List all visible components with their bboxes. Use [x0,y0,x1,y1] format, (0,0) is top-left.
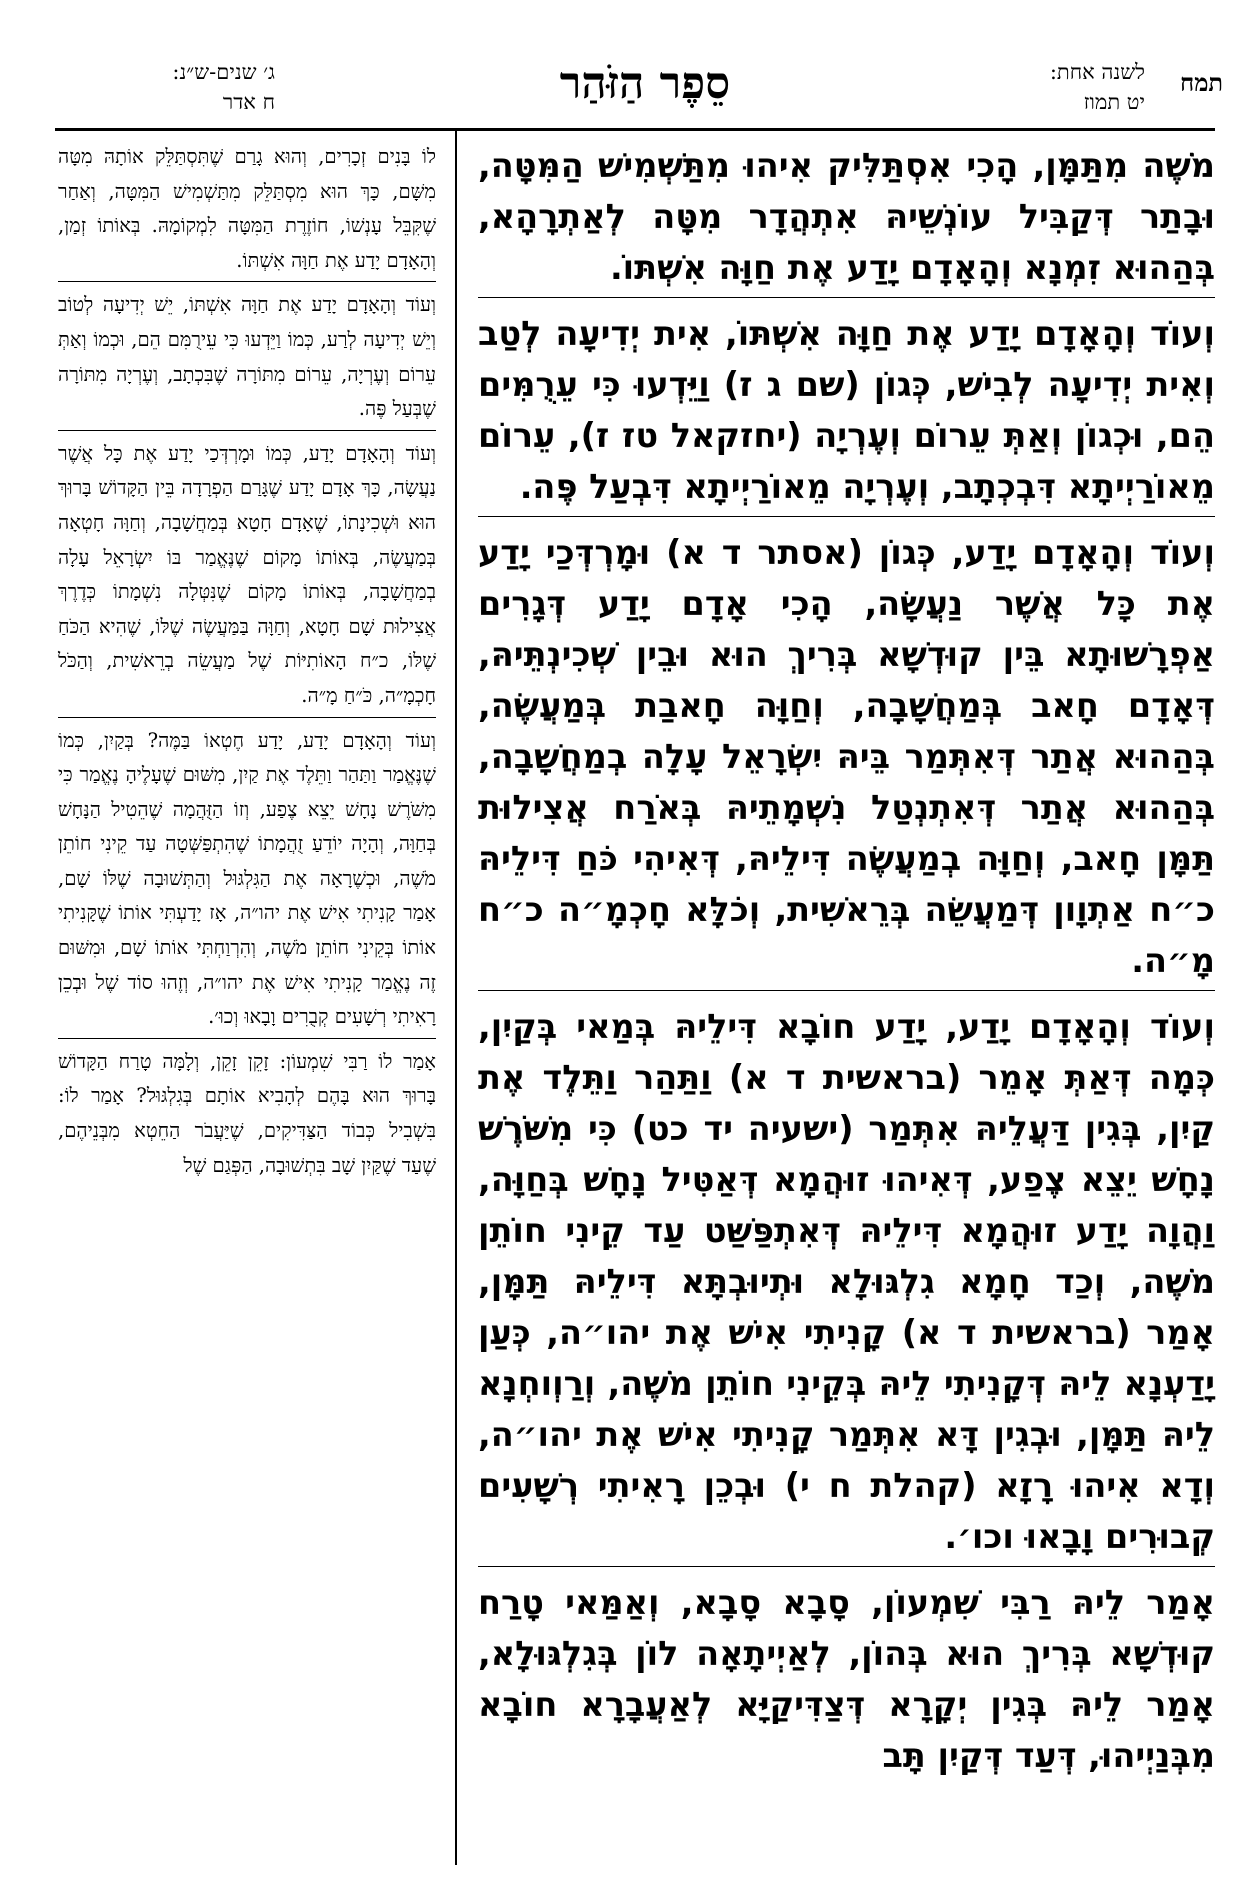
column-divider [455,130,457,1865]
translation-paragraph: אָמַר לוֹ רַבִּי שִׁמְעוֹן: זָקֵן זָקֵן, וְלָמָּה טָרַח הַקָּדוֹשׁ בָּרוּךְ הוּא בָּהֶם לְהָבִיא אוֹתָם בְּגִלְגּוּל? אָמַר לוֹ: בִּשְׁבִיל כְּבוֹד הַצַּדִּיקִים, שֶׁיַּעֲבֹר הַחֵטְא מִבְּנֵיהֶם, שֶׁעַד שֶׁקַּיִן שָׁב בִּתְשׁוּבָה, הַפְּגַם שֶׁל [58,1049,436,1177]
translation-paragraph: וְעוֹד וְהָאָדָם יָדַע, כְּמוֹ וּמָרְדְּכַי יָדַע אֶת כָּל אֲשֶׁר נַעֲשָׂה, כָּךְ אָדָם יָדַע שֶׁגָּרַם הַפְרָדָה בֵּין הַקָּדוֹשׁ בָּרוּךְ הוּא וּשְׁכִינָתוֹ, שֶׁאָדָם חָטָא בְּמַחֲשָׁבָה, וְחַוָּה חָטְאָה בְּמַעֲשֶׂה, בְּאוֹתוֹ מָקוֹם שֶׁנֶּאֱמַר בּוֹ יִשְׂרָאֵל עָלָה בְמַחֲשָׁבָה, בְּאוֹתוֹ מָקוֹם שֶׁנִּטְּלָה נִשְׁמָתוֹ כְּדֶרֶךְ אֲצִילוּת שָׁם חָטָא, וְחַוָּה בַּמַּעֲשֶׂה שֶׁלּוֹ, שֶׁהִיא הַכֹּחַ שֶׁלּוֹ, כ״ח הָאוֹתִיּוֹת שֶׁל מַעֲשֵׂה בְרֵאשִׁית, וְהַכֹּל חָכְמָ״ה, כֹּ״חַ מָ״ה. [58,437,436,718]
aramaic-paragraph: אָמַר לֵיהּ רַבִּי שִׁמְעוֹן, סָבָא סָבָא, וְאַמַּאי טָרַח קוּדְשָׁא בְּרִיךְ הוּא בְּהוֹן, לְאַיְיתָאָה לוֹן בְּגִלְגּוּלָא, אָמַר לֵיהּ בְּגִין יְקָרָא דְּצַדִּיקַיָּא לְאַעֲבָרָא חוֹבָא מִבְּנַיְיהוּ, דְּעַד דְּקַיִן תָּב [478,1583,1215,1775]
schedule-label: לשנה אחת: [1049,60,1145,84]
schedule-date: יט תמוז [1083,90,1145,114]
aramaic-text-column [478,140,1215,1865]
header-divider [55,128,1215,131]
hebrew-translation-column [58,140,436,1865]
translation-paragraph: וְעוֹד וְהָאָדָם יָדַע, יָדַע חֶטְאוֹ בַּמֶּה? בְּקַיִן, כְּמוֹ שֶׁנֶּאֱמַר וַתַּהַר וַתֵּלֶד אֶת קַיִן, מִשּׁוּם שֶׁעָלֶיהָ נֶאֱמַר כִּי מִשֹּׁרֶשׁ נָחָשׁ יֵצֵא צֶפַע, וְזוֹ הַזֻּהֲמָה שֶׁהֵטִיל הַנָּחָשׁ בְּחַוָּה, וְהָיָה יוֹדֵעַ זֻהֲמָתוֹ שֶׁהִתְפַּשְּׁטָה עַד קֵינִי חוֹתֵן מֹשֶׁה, וּכְשֶׁרָאָה אֶת הַגִּלְגּוּל וְהַתְּשׁוּבָה שֶׁלּוֹ שָׁם, אָמַר קָנִיתִי אִישׁ אֶת יהו״ה, אָז יָדַעְתִּי אוֹתוֹ שֶׁקָּנִיתִי אוֹתוֹ בְּקֵינִי חוֹתֵן מֹשֶׁה, וְהִרְוַחְתִּי אוֹתוֹ שָׁם, וּמִשּׁוּם זֶה נֶאֱמַר קָנִיתִי אִישׁ אֶת יהו״ה, וְזֶהוּ סוֹד שֶׁל וּבְכֵן רָאִיתִי רְשָׁעִים קְבֻרִים וָבָאוּ וְכוּ׳. [58,724,436,1039]
aramaic-paragraph: וְעוֹד וְהָאָדָם יָדַע, יָדַע חוֹבָא דִּילֵיהּ בְּמַאי בְּקַיִן, כְּמָה דְּאַתְּ אָמֵר (בראשית ד א) וַתַּהַר וַתֵּלֶד אֶת קַיִן, בְּגִין דַּעֲלֵיהּ אִתְּמַר (ישעיה יד כט) כִּי מִשֹּׁרֶשׁ נָחָשׁ יֵצֵא צֶפַע, דְּאִיהוּ זוּהֲמָא דְּאַטִּיל נָחָשׁ בְּחַוָּה, וַהֲוָה יָדַע זוּהֲמָא דִּילֵיהּ דְּאִתְפַּשַּׁט עַד קֵינִי חוֹתֵן מֹשֶׁה, וְכַד חָמָא גִלְגּוּלָא וּתְיוּבְתָּא דִּילֵיהּ תַּמָּן, אָמַר (בראשית ד א) קָנִיתִי אִישׁ אֶת יהו״ה, כְּעַן יָדַעְנָא לֵיהּ דְּקָנִיתִי לֵיהּ בְּקֵינִי חוֹתֵן מֹשֶׁה, וְרַוְוחְנָא לֵיהּ תַּמָּן, וּבְגִין דָּא אִתְּמַר קָנִיתִי אִישׁ אֶת יהו״ה, וְדָא אִיהוּ רָזָא (קהלת ח י) וּבְכֵן רָאִיתִי רְשָׁעִים קְבוּרִים וָבָאוּ וכו׳. [478,1001,1215,1567]
aramaic-paragraph: וְעוֹד וְהָאָדָם יָדַע אֶת חַוָּה אִשְׁתּוֹ, אִית יְדִיעָה לְטַב וְאִית יְדִיעָה לְבִישׁ, כְּגוֹן (שם ג ז) וַיֵּדְעוּ כִּי עֵרֻמִּים הֵם, וּכְגוֹן וְאַתְּ עֵרוֹם וְעֶרְיָה (יחזקאל טז ז), עֵרוֹם מֵאוֹרַיְיתָא דִּבְכְתָב, וְעֶרְיָה מֵאוֹרַיְיתָא דִּבְעַל פֶּה. [478,308,1215,517]
cycle-date: ח אדר [222,90,275,114]
translation-paragraph: לוֹ בָּנִים זְכָרִים, וְהוּא גָרַם שֶׁתִּסְתַּלֵּק אוֹתָהּ מִטָּה מִשָּׁם, כָּךְ הוּא מִסְתַּלֵּק מִתַּשְׁמִישׁ הַמִּטָּה, וְאַחַר שֶׁקִּבֵּל עָנְשׁוֹ, חוֹזֶרֶת הַמִּטָּה לִמְקוֹמָהּ. בְּאוֹתוֹ זְמַן, וְהָאָדָם יָדַע אֶת חַוָּה אִשְׁתּוֹ. [58,140,436,282]
cycle-label: ג׳ שנים-ש״נ: [172,60,275,84]
aramaic-paragraph: וְעוֹד וְהָאָדָם יָדַע, כְּגוֹן (אסתר ד א) וּמָרְדְּכַי יָדַע אֶת כָּל אֲשֶׁר נַעֲשָׂה, הָכִי אָדָם יָדַע דְּגָרִים אַפְרָשׁוּתָא בֵּין קוּדְשָׁא בְּרִיךְ הוּא וּבֵין שְׁכִינְתֵּיהּ, דְּאָדָם חָאב בְּמַחֲשָׁבָה, וְחַוָּה חָאבַת בְּמַעֲשֶׂה, בְּהַהוּא אֲתַר דְּאִתְּמַר בֵּיהּ יִשְׂרָאֵל עָלָה בְמַחֲשָׁבָה, בְּהַהוּא אֲתַר דְּאִתְנְטַל נִשְׁמָתֵיהּ בְּאֹרַח אֲצִילוּת תַּמָּן חָאב, וְחַוָּה בְמַעֲשֶׂה דִּילֵיהּ, דְּאִיהִי כֹּחַ דִּילֵיהּ כ״ח אַתְוָון דְּמַעֲשֵׂה בְּרֵאשִׁית, וְכֹלָּא חָכְמָ״ה כ״ח מָ״ה. [478,527,1215,991]
book-title: סֵפֶר הַזֹּהַר [559,58,731,109]
page-number: תמח [1180,68,1224,97]
aramaic-paragraph: מֹשֶׁה מִתַּמָּן, הָכִי אִסְתַּלִּיק אִיהוּ מִתַּשְׁמִישׁ הַמִּטָּה, וּבָתַר דְּקַבִּיל עוֹנְשֵׁיהּ אִתְהֲדָר מִטָּה לְאַתְרָהָא, בְּהַהוּא זִמְנָא וְהָאָדָם יָדַע אֶת חַוָּה אִשְׁתּוֹ. [478,140,1215,298]
page-header [55,56,1224,128]
translation-paragraph: וְעוֹד וְהָאָדָם יָדַע אֶת חַוָּה אִשְׁתּוֹ, יֵשׁ יְדִיעָה לְטוֹב וְיֵשׁ יְדִיעָה לְרַע, כְּמוֹ וַיֵּדְעוּ כִּי עֵירֻמִּם הֵם, וּכְמוֹ וְאַתְּ עֵרוֹם וְעֶרְיָה, עֵרוֹם מִתּוֹרָה שֶׁבִּכְתָב, וְעֶרְיָה מִתּוֹרָה שֶׁבְּעַל פֶּה. [58,288,436,430]
